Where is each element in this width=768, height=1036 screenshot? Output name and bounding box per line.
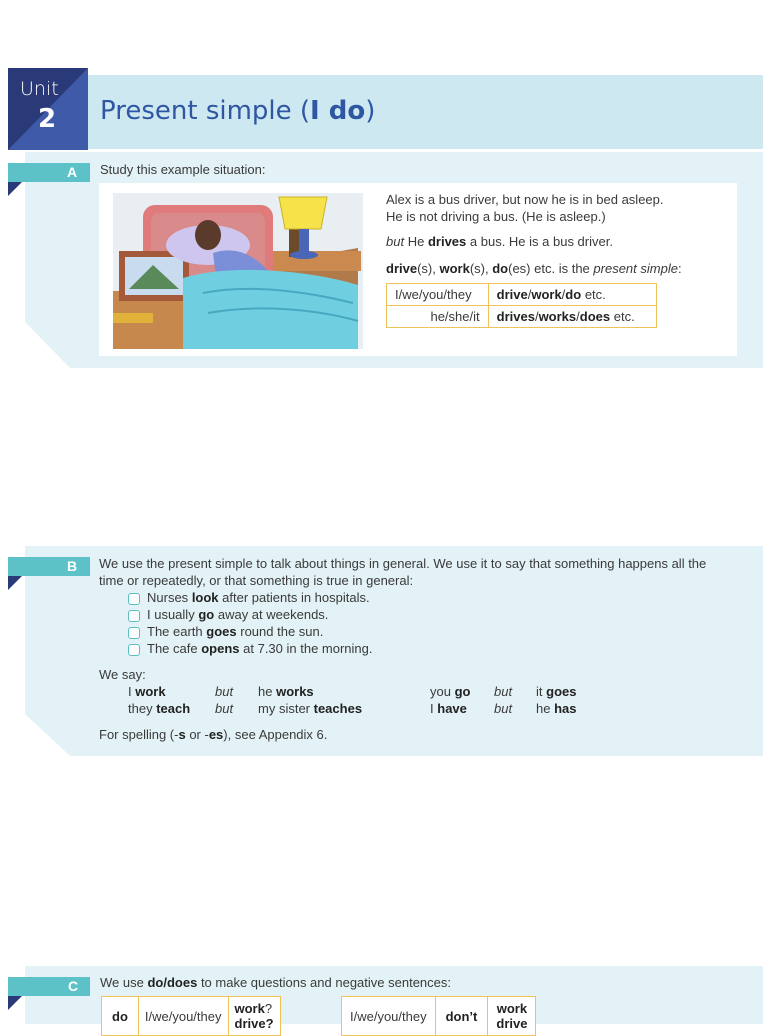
conjugation-table: [386, 283, 657, 328]
section-c-fold: [8, 996, 22, 1010]
present-simple-forms: drive(s), work(s), do(es) etc. is the present simple:: [386, 261, 682, 276]
section-b-fold: [8, 576, 22, 590]
unit-label: Unit: [20, 78, 59, 100]
section-a-tab: [8, 163, 90, 182]
checkbox-icon: [128, 644, 140, 656]
pair-right-a: you go: [430, 684, 471, 699]
situation-line-2: He is not driving a bus. (He is asleep.): [386, 209, 606, 224]
verbs-cell: drive/work/do etc.: [488, 284, 656, 306]
pair-but: but: [215, 701, 234, 716]
subject-cell: he/she/it: [387, 306, 489, 328]
subject-cell: I/we/you/they: [342, 997, 436, 1036]
pair-left-a: I work: [128, 684, 166, 699]
aux-cell: do: [102, 997, 139, 1036]
table-row: [387, 284, 657, 306]
we-say-label: We say:: [99, 667, 146, 682]
page-title: Present simple (I do): [100, 96, 376, 126]
example-item: The earth goes round the sun.: [128, 624, 323, 640]
example-item: Nurses look after patients in hospitals.: [128, 590, 370, 606]
table-row: [102, 997, 281, 1036]
pair-left-b: he works: [258, 684, 314, 699]
aux-cell: don’t: [435, 997, 488, 1036]
section-c-letter: C: [68, 978, 79, 994]
example-item: The cafe opens at 7.30 in the morning.: [128, 641, 373, 657]
pair-right-b: it goes: [536, 684, 577, 699]
example-item: I usually go away at weekends.: [128, 607, 328, 623]
verbs-cell: drives/works/does etc.: [488, 306, 656, 328]
negative-table: [341, 996, 536, 1036]
section-a-intro: Study this example situation:: [100, 162, 266, 177]
pair-but: but: [494, 684, 513, 699]
question-table: [101, 996, 281, 1036]
pair-right-b: he has: [536, 701, 577, 716]
verb-cell: work? drive?: [228, 997, 280, 1036]
pair-right-a: I have: [430, 701, 467, 716]
table-row: [342, 997, 536, 1036]
section-a-letter: A: [67, 164, 78, 180]
checkbox-icon: [128, 593, 140, 605]
subject-cell: I/we/you/they: [138, 997, 228, 1036]
pair-but: but: [494, 701, 513, 716]
section-c-intro: We use do/does to make questions and negative sentences:: [100, 975, 451, 990]
situation-line-3: but He drives a bus. He is a bus driver.: [386, 234, 613, 249]
checkbox-icon: [128, 627, 140, 639]
subject-cell: I/we/you/they: [387, 284, 489, 306]
verb-cell: work drive: [488, 997, 536, 1036]
pair-but: but: [215, 684, 234, 699]
section-a-fold: [8, 182, 22, 196]
unit-number: 2: [38, 104, 57, 134]
spelling-note: For spelling (-s or -es), see Appendix 6.: [99, 727, 328, 742]
table-row: [387, 306, 657, 328]
situation-line-1: Alex is a bus driver, but now he is in bed asleep.: [386, 192, 664, 207]
checkbox-icon: [128, 610, 140, 622]
section-b-tab: [8, 557, 90, 576]
section-b-letter: B: [67, 558, 78, 574]
section-b-intro-1: We use the present simple to talk about things in general. We use it to say that something happens all the: [99, 556, 707, 571]
pair-left-a: they teach: [128, 701, 191, 716]
section-b-intro-2: time or repeatedly, or that something is true in general:: [99, 573, 414, 588]
pair-left-b: my sister teaches: [258, 701, 363, 716]
man-sleeping-illustration: [113, 193, 363, 349]
